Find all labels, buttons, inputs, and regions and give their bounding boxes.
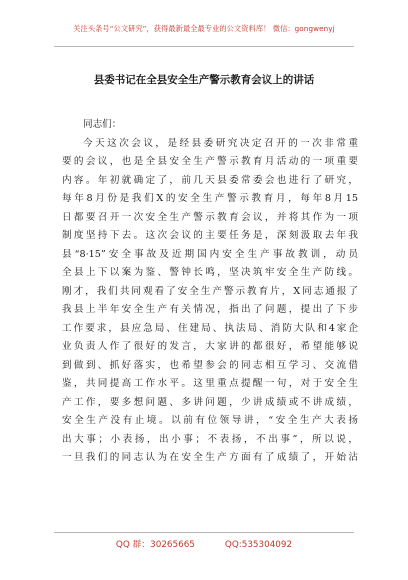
body-line: 鉴，共同提高工作水平。这里重点提醒一句，对于安全生 [62,378,358,389]
speech-paragraph [62,135,358,468]
body-line: 要的会议，也是全县安全生产警示教育月活动的一项重要 [62,156,358,167]
salutation: 同志们： [83,119,122,130]
body-line: 出大事；小表扬，出小事；不表扬，不出事”，所以说， [62,433,358,445]
footer-contact [0,537,408,550]
body-line: 全县上下以案为鉴、警钟长鸣，坚决筑牢安全生产防线。 [62,267,358,278]
body-line: 每年8月份是我们X的安全生产警示教育月，每年8月15 [62,193,358,204]
body-line: 安全生产没有止境。以前有位领导讲，“安全生产大表扬 [62,415,358,426]
body-line: 我县上半年安全生产有关情况，指出了问题，提出了下步 [62,304,358,315]
body-line: 业负责人作了很好的发言，大家讲的都很好，希望能够说 [62,341,358,352]
body-line: 到做到、抓好落实，也希望参会的同志相互学习、交流借 [62,359,358,371]
footer-qq: QQ:535304092 [224,540,293,550]
body-line: 内容。年初就确定了，前几天县委常委会也进行了研究， [62,174,358,186]
footer-qq-group: QQ 群：30265665 [115,540,195,550]
body-line: 刚才，我们共同观看了安全生产警示教育片，X同志通报了 [62,285,358,297]
header-divider [54,46,354,47]
body-line: 产工作，要多想问题、多讲问题，少讲成绩或不讲成绩， [62,396,358,408]
header-banner: 关注头条号“公文研究”，获得最新最全最专业的公文资料库！ 微信：gongwenyj [73,24,335,33]
body-line: 今天这次会议，是经县委研究决定召开的一次非常重 [83,137,358,149]
body-line: 一旦我们的同志认为在安全生产方面有了成绩了，开始沾 [62,452,358,463]
document-body [62,116,358,468]
body-line: 工作要求，县应急局、住建局、执法局、消防大队和4家企 [62,322,358,334]
body-line: 制度坚持下去。这次会议的主要任务是，深刻汲取去年我 [62,230,358,241]
document-title: 县委书记在全县安全生产警示教育会议上的讲话 [93,74,315,86]
footer-divider [54,532,354,533]
body-line: 县“8·15”安全事故及近期国内安全生产事故教训，动员 [62,248,358,260]
body-line: 日都要召开一次安全生产警示教育会议，并将其作为一项 [62,211,358,223]
